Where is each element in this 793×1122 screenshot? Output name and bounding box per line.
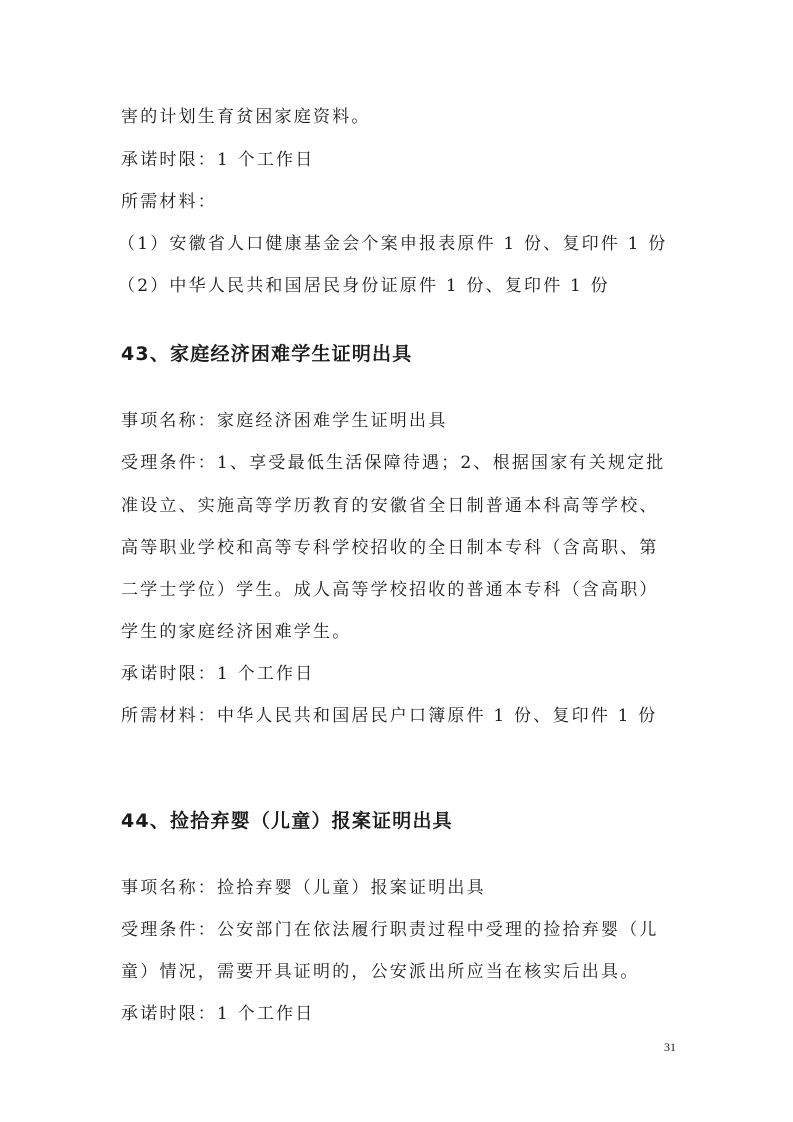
intro-time-limit: 承诺时限：1 个工作日 — [121, 150, 315, 170]
section-43-conditions-line: 高等职业学校和高等专科学校招收的全日制本专科（含高职、第 — [121, 538, 659, 558]
page-number: 31 — [664, 1040, 676, 1054]
intro-text-line: 害的计划生育贫困家庭资料。 — [121, 107, 371, 127]
section-43-heading: 43、家庭经济困难学生证明出具 — [121, 343, 413, 365]
intro-material-2: （2）中华人民共和国居民身份证原件 1 份、复印件 1 份 — [118, 276, 610, 296]
section-43-conditions-line: 学生的家庭经济困难学生。 — [121, 622, 352, 642]
section-44-time-limit: 承诺时限：1 个工作日 — [121, 1004, 315, 1024]
intro-materials-label: 所需材料： — [121, 192, 217, 212]
section-43-time-limit: 承诺时限：1 个工作日 — [121, 664, 315, 684]
section-44-heading: 44、捡拾弃婴（儿童）报案证明出具 — [121, 810, 453, 832]
section-43-conditions-line: 准设立、实施高等学历教育的安徽省全日制普通本科高等学校、 — [121, 496, 659, 516]
intro-material-1: （1）安徽省人口健康基金会个案申报表原件 1 份、复印件 1 份 — [118, 234, 668, 254]
section-43-materials: 所需材料：中华人民共和国居民户口簿原件 1 份、复印件 1 份 — [121, 706, 658, 726]
section-44-conditions-line: 受理条件：公安部门在依法履行职责过程中受理的捡拾弃婴（儿 — [121, 920, 659, 940]
section-44-item-name: 事项名称：捡拾弃婴（儿童）报案证明出具 — [121, 878, 486, 898]
section-44-conditions-line: 童）情况，需要开具证明的，公安派出所应当在核实后出具。 — [121, 962, 640, 982]
section-43-item-name: 事项名称：家庭经济困难学生证明出具 — [121, 411, 448, 431]
section-43-conditions-line: 二学士学位）学生。成人高等学校招收的普通本专科（含高职） — [121, 580, 659, 600]
section-43-conditions-line: 受理条件：1、享受最低生活保障待遇；2、根据国家有关规定批 — [121, 453, 666, 473]
